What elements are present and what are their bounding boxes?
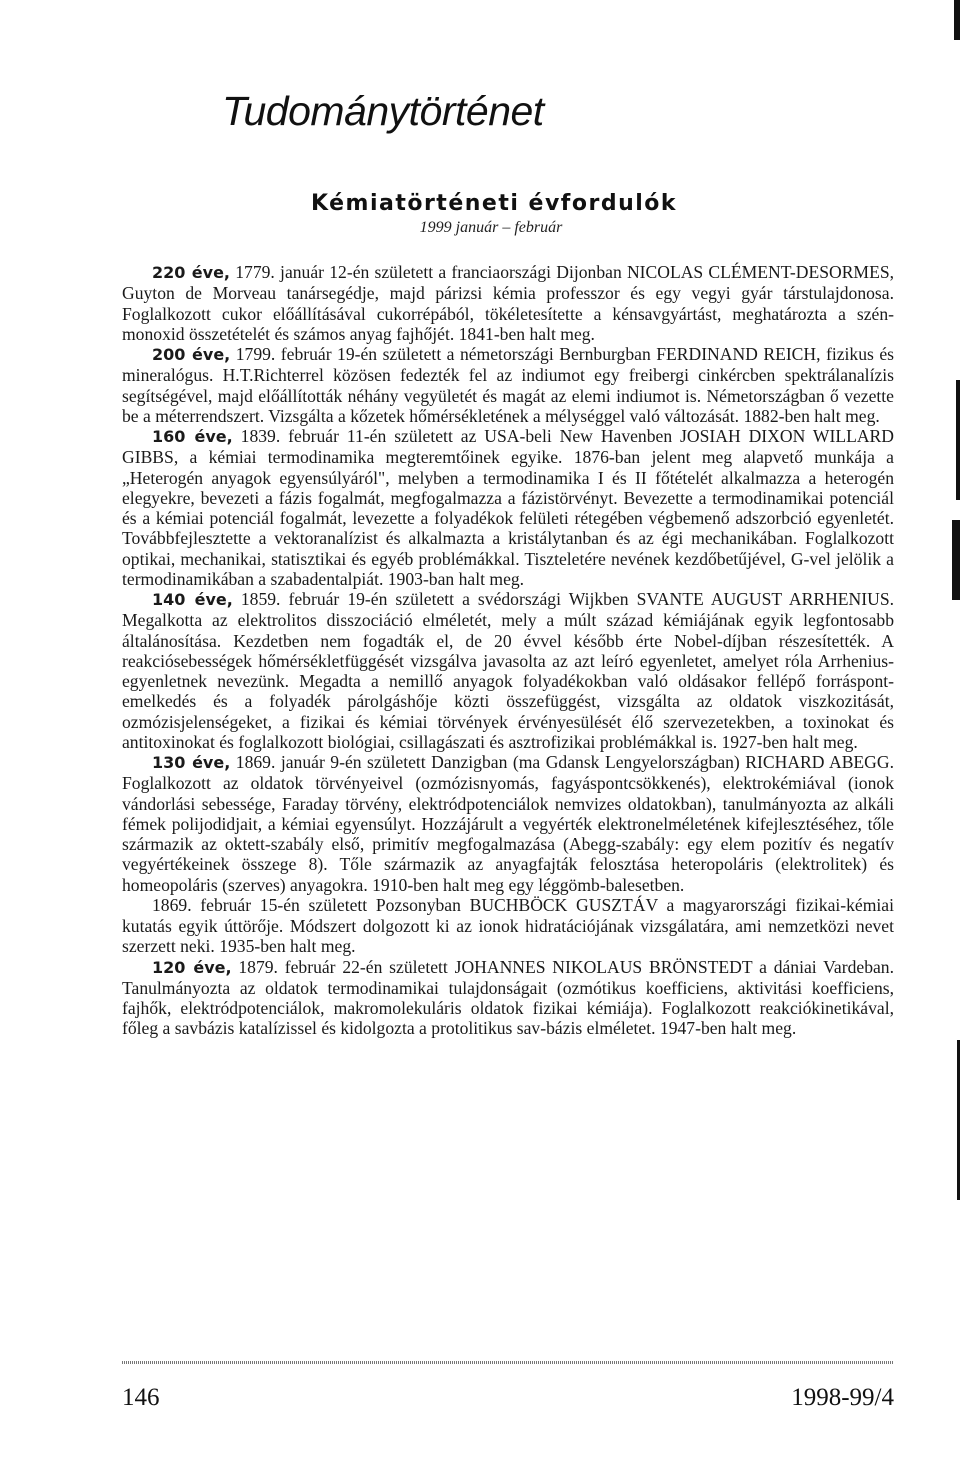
- paragraph-130b: [122, 895, 894, 957]
- paragraph-120: [122, 957, 894, 1039]
- paragraph-130: [122, 752, 894, 895]
- section-title: Tudománytörténet: [222, 88, 544, 134]
- issue-number: 1998-99/4: [791, 1384, 894, 1411]
- paragraph-200: [122, 344, 894, 426]
- paragraph-text: 1859. február 19-én született a svédországi Wijkben SVANTE AUGUST ARRHENIUS. Megalkotta az elektrolitos disszociáció elméletét, mely a múlt század kémiájának egyik legfontosabb általánosítása. Kezdetben nem fogadták el, de 20 évvel később érte Nobel-díjban részesítették. A reakciósebességek hőmérsékletfüggését vizsgálva javasolta az azt leíró egyenletet, amelyet róla Arrhenius-egyenletnek nevezünk. Megadta a nemillő anyagok folyadékokban való oldásakor fellépő forráspont-emelkedés és a folyadék párolgáshője közti összefüggést, vizsgálta az oldatok viszkozitását, ozmózisjelenségeket, a fizikai és kémiai törvények érvényesülését élő szervezetekben, a toxinokat és antitoxinokat és foglalkozott biológiai, csillagászati és asztrofizikai problémákkal is. 1927-ben halt meg.: [122, 589, 894, 752]
- scan-edge-mark: [954, 0, 960, 40]
- article-body: [122, 262, 894, 1039]
- paragraph-text: 1799. február 19-én született a németországi Bernburgban FERDINAND REICH, fizikus és mineralógus. H.T.Richterrel közösen fedezték fel az indiumot egy freibergi cinkércben spektrálanalízis segítségével, majd előállították néhány vegyületét és magát az elemi indiumot is. Németországban ő vezette be a méterrendszert. Vizsgálta a kőzetek hőmérsékletének a mélységgel való változását. 1882-ben halt meg.: [122, 344, 895, 426]
- anniversary-label: 140 éve,: [152, 590, 233, 609]
- anniversary-label: 160 éve,: [152, 427, 233, 446]
- scan-edge-mark: [956, 380, 960, 500]
- anniversary-label: 120 éve,: [152, 957, 232, 977]
- paragraph-160: [122, 426, 894, 589]
- paragraph-text: 1879. február 22-én született JOHANNES NIKOLAUS BRÖNSTEDT a dániai Vardeban. Tanulmányozta az oldatok termodinamikai tulajdonságait (ozmótikus koefficiens, aktivitási koefficiens, fajhők, elektródpotenciálok, makromolekuláris oldatok fizikai kémiája). Foglalkozott reakciókinetikával, főleg a savbázis katalízissel és kidolgozta a protolitikus sav-bázis elméletet. 1947-ben halt meg.: [122, 956, 894, 1039]
- footer-divider: [122, 1361, 894, 1364]
- paragraph-text: 1779. január 12-én született a franciaországi Dijonban NICOLAS CLÉMENT-DESORMES, Guyton de Morveau tanársegédje, majd párizsi kémia professzor és egy vegyi gyár társtulajdonosa. Foglalkozott cukor előállításával cukorrépából, tökéletesítette a kénsavgyártást, meghatározta a szén-monoxid összetételét és számos anyag fajhőjét. 1841-ben halt meg.: [122, 262, 894, 344]
- paragraph-text: 1869. január 9-én született Danzigban (ma Gdansk Lengyelországban) RICHARD ABEGG. Foglalkozott az oldatok törvényeivel (ozmózisnyomás, fagyáspontcsökkenés), elektrokémiával (ionok vándorlási sebessége, Faraday törvény, elektródpotenciálok nemvizes oldatokban), tanulmányozta az alkáli fémek polijodidjait, a kémiai egyensúlyt. Hozzájárult a vegyérték elektronelméletének kifejlesztéséhez, tőle származik az oktett-szabály első, primitív megfogalmazása (Abegg-szabály: egy elem pozitív és negatív vegyértékeinek összege 8). Tőle származik az anyagfajták felosztása heteropoláris (elektrolitek) és homeopoláris (szerves) anyagokra. 1910-ben halt meg egy léggömb-balesetben.: [122, 752, 894, 895]
- paragraph-text: 1869. február 15-én született Pozsonyban BUCHBÖCK GUSZTÁV a magyarországi fizikai-kémiai kutatás egyik úttörője. Módszert dolgozott ki az ionok hidratációjának vizsgálatára, ami nemzetközi nevet szerzett neki. 1935-ben halt meg.: [122, 894, 894, 957]
- anniversary-label: 200 éve,: [152, 345, 231, 364]
- anniversary-label: 220 éve,: [152, 263, 231, 282]
- article-title: Kémiatörténeti évfordulók: [310, 191, 678, 216]
- page-number: 146: [122, 1384, 160, 1411]
- article-subtitle: 1999 január – február: [419, 219, 563, 236]
- paragraph-text: 1839. február 11-én született az USA-beli New Havenben JOSIAH DIXON WILLARD GIBBS, a kémiai termodinamika megteremtőinek egyike. 1876-ban jelent meg alapvető munkája a „Heterogén anyagok egyensúlyáról", melyben a termodinamika I és II főtételét alkalmazza a heterogén elegyekre, bevezeti a fázis fogalmát, megfogalmazza a fázistörvényt. Bevezette a termodinamikai potenciál és a kémiai potenciál fogalmát, levezette a folyadékok felületi rétegében végbemenő adszorbció egyenletét. Továbbfejlesztette a vektoranalízist és alkalmazta a kristálytanban és az égi mechanikában. Foglalkozott optikai, mechanikai, statisztikai és egyéb problémákkal. Tiszteletére nevének kezdőbetűjével, G-vel jelölik a termodinamikában a szabadentalpiát. 1903-ban halt meg.: [122, 426, 894, 589]
- paragraph-140: [122, 589, 894, 752]
- paragraph-220: [122, 262, 894, 344]
- anniversary-label: 130 éve,: [152, 753, 231, 772]
- scan-edge-mark: [952, 520, 960, 600]
